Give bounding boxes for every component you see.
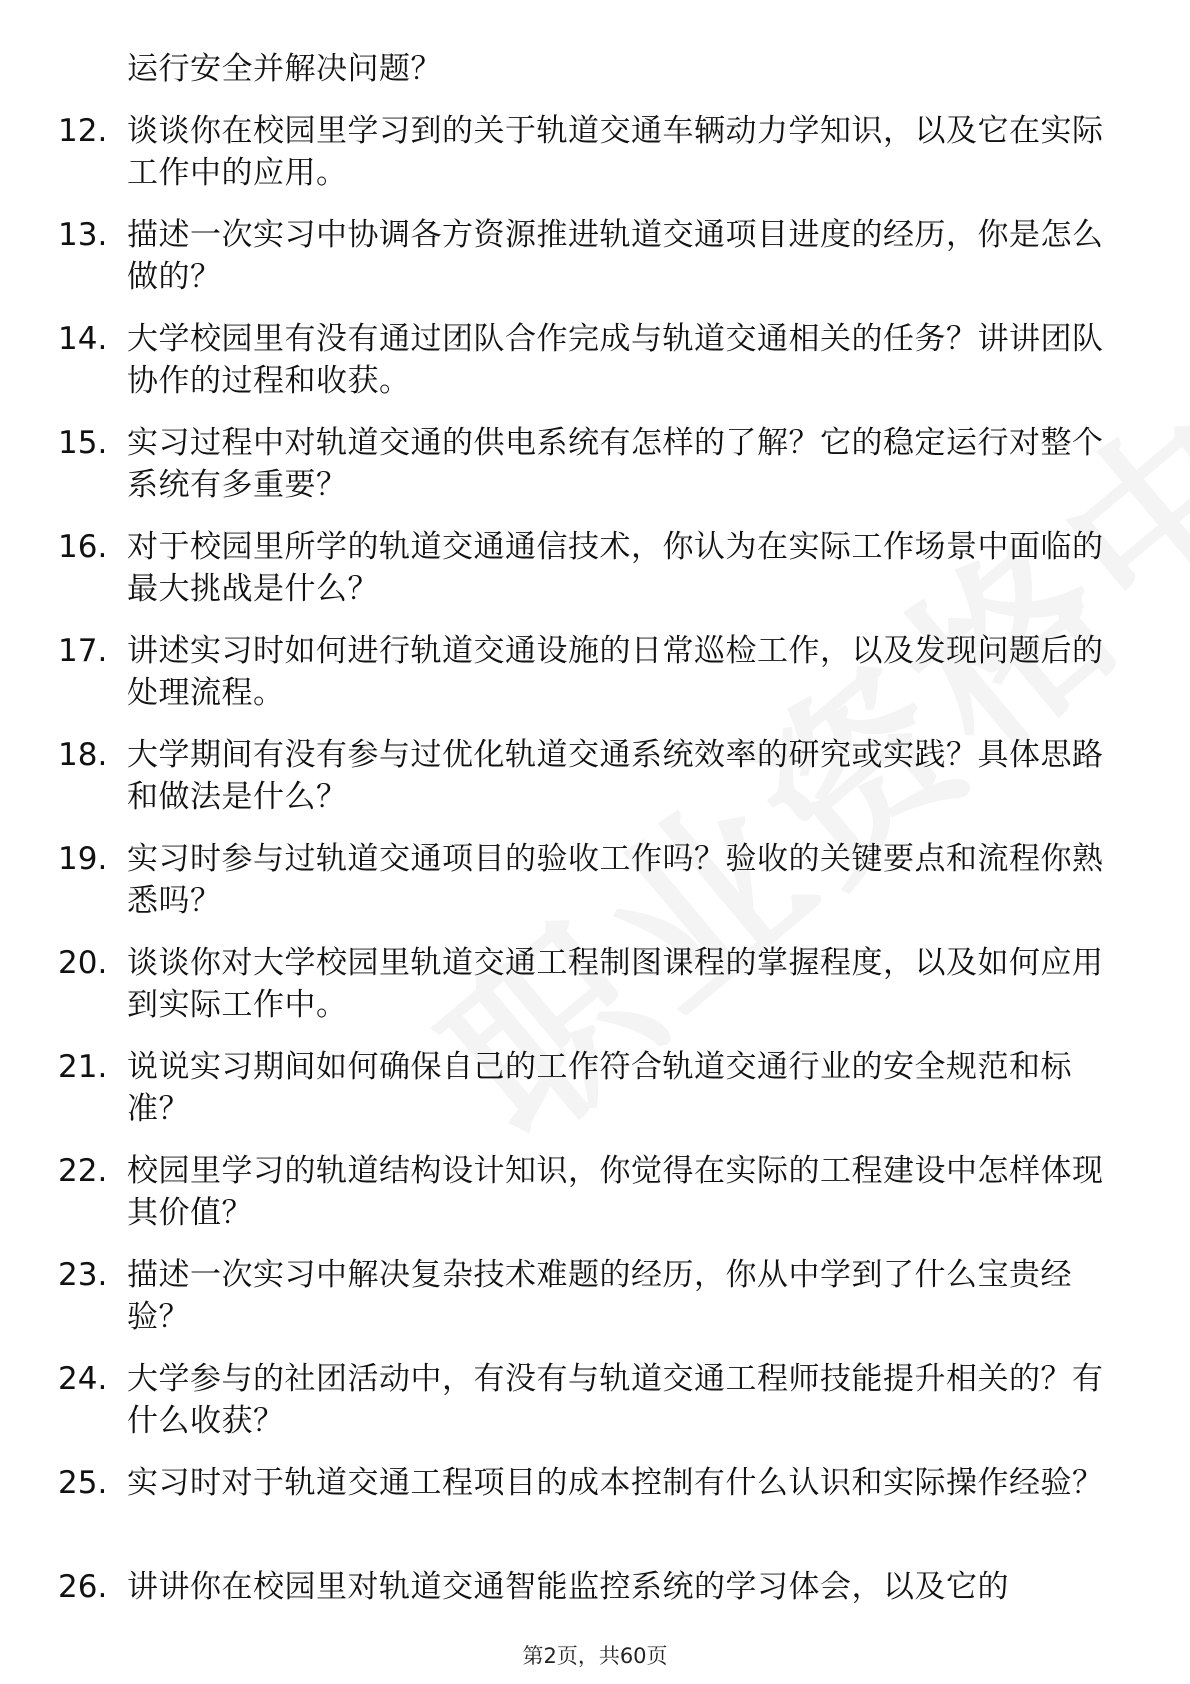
question-text: 描述一次实习中解决复杂技术难题的经历，你从中学到了什么宝贵经验？ bbox=[127, 1257, 1072, 1335]
question-number: 12. bbox=[58, 113, 108, 149]
question-item bbox=[0, 526, 1190, 630]
question-number: 20. bbox=[58, 945, 108, 981]
question-number: 25. bbox=[58, 1465, 108, 1501]
question-number: 17. bbox=[58, 633, 108, 669]
question-text: 实习过程中对轨道交通的供电系统有怎样的了解？它的稳定运行对整个系统有多重要？ bbox=[127, 425, 1104, 503]
question-item bbox=[0, 630, 1190, 734]
continued-question-text: 运行安全并解决问题？ bbox=[127, 51, 442, 87]
question-item bbox=[0, 422, 1190, 526]
question-text: 大学校园里有没有通过团队合作完成与轨道交通相关的任务？讲讲团队协作的过程和收获。 bbox=[127, 321, 1104, 399]
question-item bbox=[0, 318, 1190, 422]
question-item bbox=[0, 110, 1190, 214]
question-item bbox=[0, 1254, 1190, 1358]
question-item bbox=[0, 1150, 1190, 1254]
question-number: 26. bbox=[58, 1569, 108, 1605]
question-number: 14. bbox=[58, 321, 108, 357]
question-item bbox=[0, 1462, 1190, 1566]
page-number-footer: 第2页，共60页 bbox=[522, 1644, 668, 1668]
question-text: 谈谈你在校园里学习到的关于轨道交通车辆动力学知识，以及它在实际工作中的应用。 bbox=[127, 113, 1104, 191]
question-text: 大学参与的社团活动中，有没有与轨道交通工程师技能提升相关的？有什么收获？ bbox=[127, 1361, 1104, 1439]
question-number: 13. bbox=[58, 217, 108, 253]
question-item bbox=[0, 1046, 1190, 1150]
question-text: 说说实习期间如何确保自己的工作符合轨道交通行业的安全规范和标准？ bbox=[127, 1049, 1072, 1127]
question-text: 大学期间有没有参与过优化轨道交通系统效率的研究或实践？具体思路和做法是什么？ bbox=[127, 737, 1104, 815]
question-number: 24. bbox=[58, 1361, 108, 1397]
question-item bbox=[0, 1358, 1190, 1462]
question-number: 18. bbox=[58, 737, 108, 773]
question-number: 22. bbox=[58, 1153, 108, 1189]
question-text: 谈谈你对大学校园里轨道交通工程制图课程的掌握程度，以及如何应用到实际工作中。 bbox=[127, 945, 1104, 1023]
question-item bbox=[0, 942, 1190, 1046]
question-number: 15. bbox=[58, 425, 108, 461]
question-text: 讲讲你在校园里对轨道交通智能监控系统的学习体会，以及它的 bbox=[127, 1569, 1009, 1605]
question-item bbox=[0, 838, 1190, 942]
question-number: 21. bbox=[58, 1049, 108, 1085]
question-number: 23. bbox=[58, 1257, 108, 1293]
question-text: 实习时对于轨道交通工程项目的成本控制有什么认识和实际操作经验？ bbox=[127, 1465, 1104, 1501]
question-text: 对于校园里所学的轨道交通通信技术，你认为在实际工作场景中面临的最大挑战是什么？ bbox=[127, 529, 1104, 607]
question-number: 19. bbox=[58, 841, 108, 877]
question-item bbox=[0, 734, 1190, 838]
question-text: 校园里学习的轨道结构设计知识，你觉得在实际的工程建设中怎样体现其价值？ bbox=[127, 1153, 1104, 1231]
question-list bbox=[0, 110, 1190, 1670]
question-text: 讲述实习时如何进行轨道交通设施的日常巡检工作，以及发现问题后的处理流程。 bbox=[127, 633, 1104, 711]
question-text: 描述一次实习中协调各方资源推进轨道交通项目进度的经历，你是怎么做的？ bbox=[127, 217, 1104, 295]
question-number: 16. bbox=[58, 529, 108, 565]
question-text: 实习时参与过轨道交通项目的验收工作吗？验收的关键要点和流程你熟悉吗？ bbox=[127, 841, 1104, 919]
question-item bbox=[0, 214, 1190, 318]
